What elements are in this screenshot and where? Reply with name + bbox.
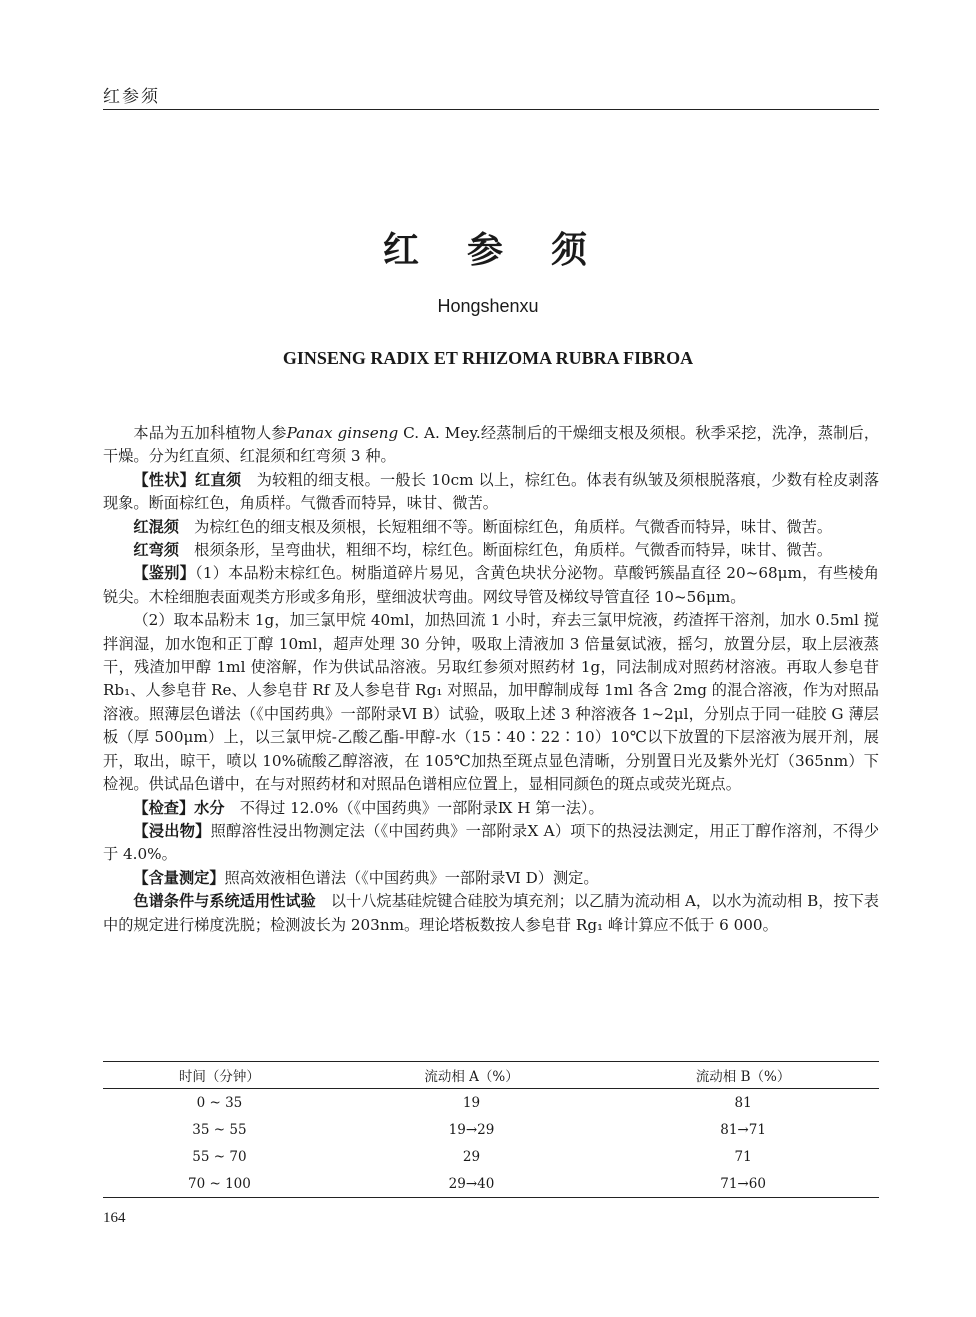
monograph-body xyxy=(103,422,879,937)
hunxu-paragraph xyxy=(103,516,879,539)
table-row xyxy=(103,1089,879,1117)
table-header-row xyxy=(103,1062,879,1089)
jinchu-paragraph xyxy=(103,820,879,867)
table-cell: 19 xyxy=(462,1094,481,1111)
monograph-title: 红 参 须 xyxy=(382,230,593,271)
page-number: 164 xyxy=(103,1210,126,1226)
table-cell: 55 ~ 70 xyxy=(192,1148,247,1165)
table-row xyxy=(103,1143,879,1170)
subsection-label-wanxu: 红弯须 xyxy=(133,541,179,560)
table-cell: 71→60 xyxy=(720,1175,766,1192)
zhixu-text: 为较粗的细支根。一般长 10cm 以上，棕红色。体表有纵皱及须根脱落痕，少数有栓皮剥落现象。断面棕红色，角质样。气微香而特异，味甘、微苦。 xyxy=(103,470,880,513)
monograph-latin-name: GINSENG RADIX ET RHIZOMA RUBRA FIBROA xyxy=(282,348,694,368)
monograph-pinyin: Hongshenxu xyxy=(437,296,539,316)
species-name: Panax ginseng xyxy=(286,424,399,442)
jianbie-paragraph-2: （2）取本品粉末 1g，加三氯甲烷 40ml，加热回流 1 小时，弃去三氯甲烷液，药渣挥干溶剂，加水 0.5ml 搅拌润湿，加水饱和正丁醇 10ml，超声处理 30 分钟，吸取上清液加 3 倍量氨试液，摇匀，放置分层，取上层液蒸干，残渣加甲醇 1ml 使溶解，作为供试品溶液。另取红参须对照药材 1g，同法制成对照药材溶液。再取人参皂苷 Rb₁、人参皂苷 Re、人参皂苷 Rf 及人参皂苷 Rg₁ 对照品，加甲醇制成每 1ml 各含 2mg 的混合溶液，作为对照品溶液。照薄层色谱法（《中国药典》一部附录Ⅵ B）试验，吸取上述 3 种溶液各 1~2μl，分别点于同一硅胶 G 薄层板（厚 500μm）上，以三氯甲烷-乙酸乙酯-甲醇-水（15∶40∶22∶10）10℃以下放置的下层溶液为展开剂，展开，取出，晾干，喷以 10%硫酸乙醇溶液，在 105℃加热至斑点显色清晰，分别置日光及紫外光灯（365nm）下检视。供试品色谱中，在与对照药材和对照品色谱相应位置上，显相同颜色的斑点或荧光斑点。 xyxy=(103,611,879,794)
intro-text-1: 本品为五加科植物人参 xyxy=(133,424,287,442)
hunxu-text: 为棕红色的细支根及须根，长短粗细不等。断面棕红色，角质样。气微香而特异，味甘、微苦。 xyxy=(178,517,833,536)
intro-paragraph xyxy=(103,422,879,469)
wanxu-paragraph xyxy=(103,539,879,562)
table-cell: 71 xyxy=(734,1148,752,1165)
table-cell: 29→40 xyxy=(448,1175,495,1192)
column-header-phase-b: 流动相 B（%） xyxy=(695,1069,791,1085)
table-cell: 0 ~ 35 xyxy=(196,1094,243,1111)
subsection-label-hunxu: 红混须 xyxy=(133,517,179,536)
jiancha-paragraph xyxy=(103,797,879,820)
jinchu-text: 照醇溶性浸出物测定法（《中国药典》一部附录Ⅹ A）项下的热浸法测定，用正丁醇作溶剂，不得少于 4.0%。 xyxy=(103,821,880,864)
section-label-jiancha: 【检查】 xyxy=(133,798,195,817)
table-cell: 35 ~ 55 xyxy=(192,1121,247,1138)
section-label-jianbie: 【鉴别】 xyxy=(133,564,196,583)
running-header: 红参须 xyxy=(103,87,160,107)
section-label-xingzhuang: 【性状】 xyxy=(133,470,196,489)
section-label-jinchuwu: 【浸出物】 xyxy=(133,821,211,840)
wanxu-text: 根须条形，呈弯曲状，粗细不均，棕红色。断面棕红色，角质样。气微香而特异，味甘、微苦。 xyxy=(178,541,833,560)
subsection-label-zhixu: 红直须 xyxy=(195,470,242,489)
table-cell: 81→71 xyxy=(720,1121,766,1138)
header-rule xyxy=(103,109,879,110)
table-cell: 19→29 xyxy=(448,1121,495,1138)
hanliang-text: 照高效液相色谱法（《中国药典》一部附录Ⅵ D）测定。 xyxy=(224,868,599,887)
hanliang-paragraph xyxy=(103,867,879,890)
shuifen-text: 不得过 12.0%（《中国药典》一部附录Ⅸ H 第一法）。 xyxy=(224,798,604,817)
jianbie-text-1: （1）本品粉末棕红色。树脂道碎片易见，含黄色块状分泌物。草酸钙簇晶直径 20~68μm，有些棱角锐尖。木栓细胞表面观类方形或多角形，壁细波状弯曲。网纹导管及梯纹导管直径 10~56μm。 xyxy=(103,564,879,606)
jianbie-paragraph-1 xyxy=(103,562,879,609)
gradient-table xyxy=(103,1061,879,1198)
table-cell: 81 xyxy=(734,1094,752,1111)
subsection-label-sepu: 色谱条件与系统适用性试验 xyxy=(133,892,316,911)
table-cell: 70 ~ 100 xyxy=(188,1175,251,1192)
table-cell: 29 xyxy=(462,1148,481,1165)
xingzhuang-paragraph xyxy=(103,469,879,516)
column-header-time: 时间（分钟） xyxy=(178,1069,260,1085)
table-row xyxy=(103,1116,879,1143)
subsection-label-shuifen: 水分 xyxy=(194,798,225,817)
intro-text-2: C. A. Mey.经蒸制后的干燥细支根及须根。秋季采挖，洗净，蒸制后，干燥。分为红直须、红混须和红弯须 3 种。 xyxy=(103,424,880,466)
sepu-paragraph xyxy=(103,890,879,937)
section-label-hanliang: 【含量测定】 xyxy=(133,868,225,887)
column-header-phase-a: 流动相 A（%） xyxy=(424,1069,519,1085)
sepu-text: 以十八烷基硅烷键合硅胶为填充剂；以乙腈为流动相 A，以水为流动相 B，按下表中的规定进行梯度洗脱；检测波长为 203nm。理论塔板数按人参皂苷 Rg₁ 峰计算应不低于 6 000。 xyxy=(103,892,879,934)
table-row xyxy=(103,1170,879,1198)
